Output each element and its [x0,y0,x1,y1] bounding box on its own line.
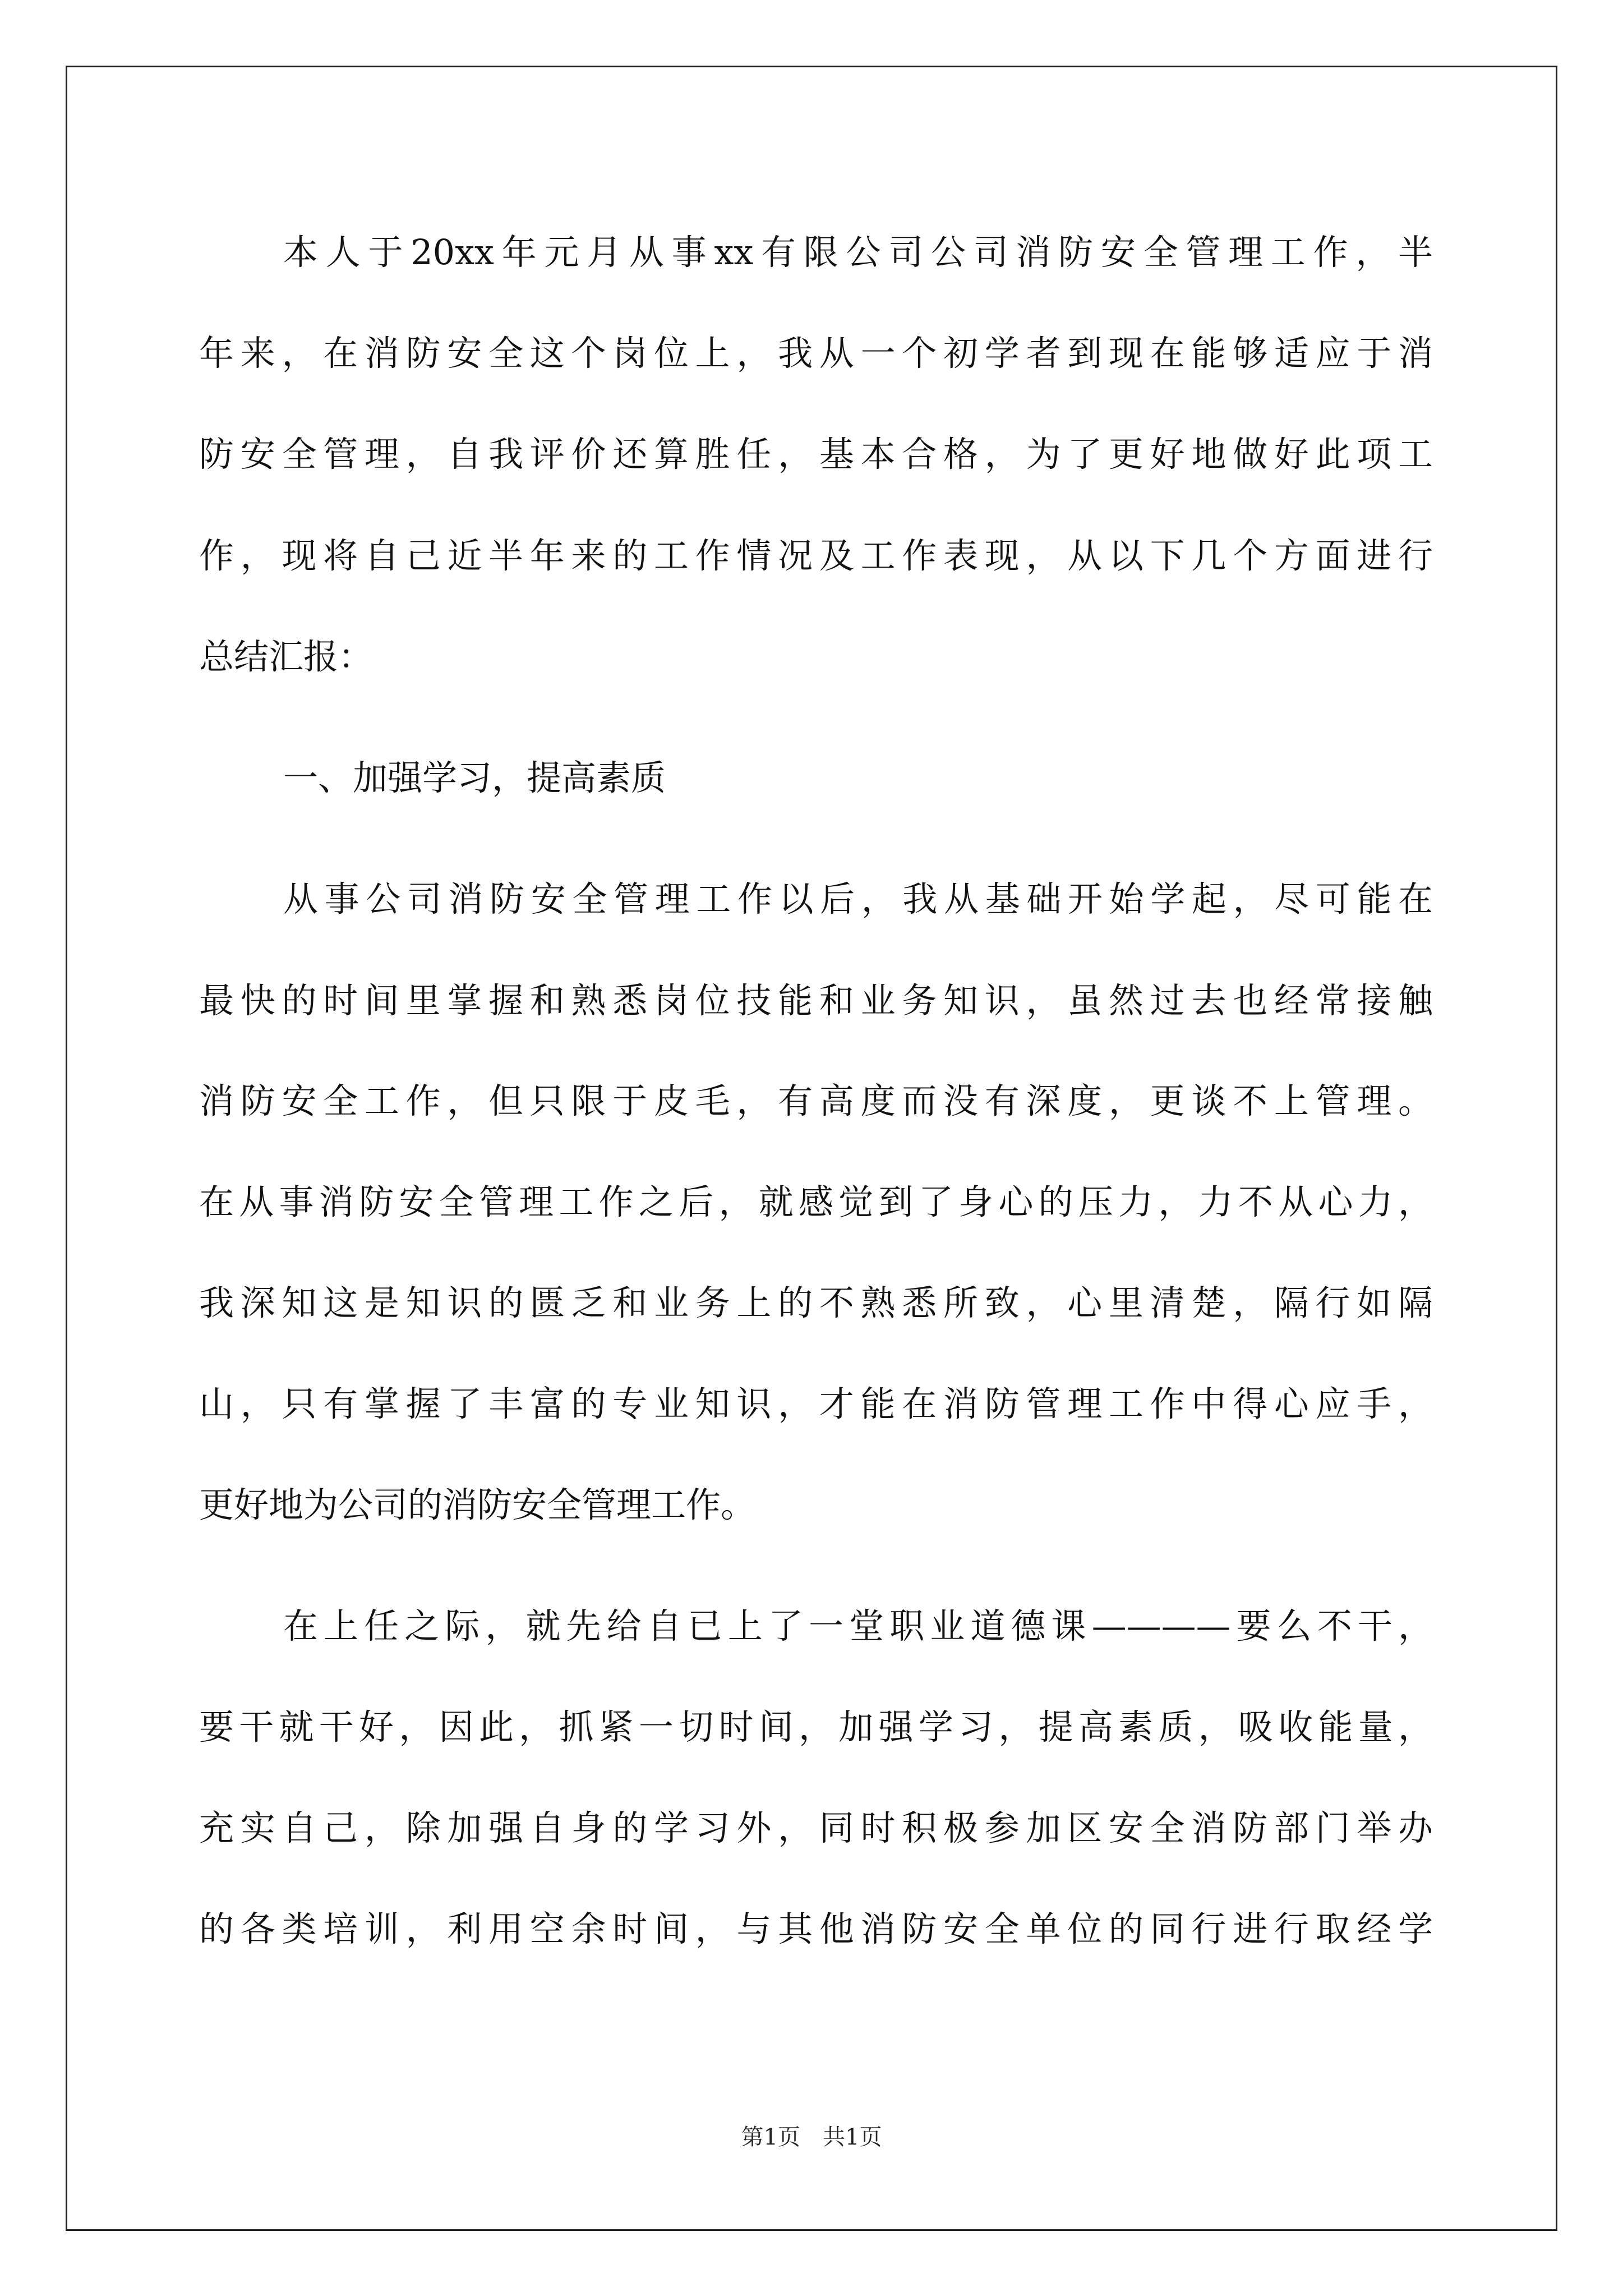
paragraph-line: 更好地为公司的消防安全管理工作。 [199,1484,756,1525]
page-total: 共1页 [823,2124,882,2150]
paragraph-line: 年来，在消防安全这个岗位上，我从一个初学者到现在能够适应于消 [199,333,1433,374]
paragraph-line: 要干就干好，因此，抓紧一切时间，加强学习，提高素质，吸收能量， [199,1706,1433,1747]
paragraph-line: 最快的时间里掌握和熟悉岗位技能和业务知识，虽然过去也经常接触 [199,980,1433,1021]
page-footer [0,2124,1623,2151]
paragraph-line: 充实自己，除加强自身的学习外，同时积极参加区安全消防部门举办 [199,1807,1433,1848]
page-border [66,66,1557,2231]
paragraph-line: 我深知这是知识的匮乏和业务上的不熟悉所致，心里清楚，隔行如隔 [199,1282,1433,1323]
section-heading: 一、加强学习，提高素质 [283,757,666,798]
paragraph-line: 在上任之际，就先给自已上了一堂职业道德课————要么不干， [283,1605,1433,1646]
paragraph-line: 的各类培训，利用空余时间，与其他消防安全单位的同行进行取经学 [199,1908,1433,1949]
paragraph-line: 防安全管理，自我评价还算胜任，基本合格，为了更好地做好此项工 [199,434,1433,475]
page-number: 第1页 [741,2124,800,2150]
paragraph-line: 总结汇报： [199,636,374,677]
paragraph-line: 山，只有掌握了丰富的专业知识，才能在消防管理工作中得心应手， [199,1383,1433,1424]
paragraph-line: 在从事消防安全管理工作之后，就感觉到了身心的压力，力不从心力， [199,1181,1433,1222]
paragraph-line: 从事公司消防安全管理工作以后，我从基础开始学起，尽可能在 [283,878,1433,919]
paragraph-line: 作，现将自己近半年来的工作情况及工作表现，从以下几个方面进行 [199,535,1433,576]
paragraph-line: 消防安全工作，但只限于皮毛，有高度而没有深度，更谈不上管理。 [199,1080,1433,1121]
paragraph-line: 本人于20xx年元月从事xx有限公司公司消防安全管理工作，半 [283,232,1433,273]
